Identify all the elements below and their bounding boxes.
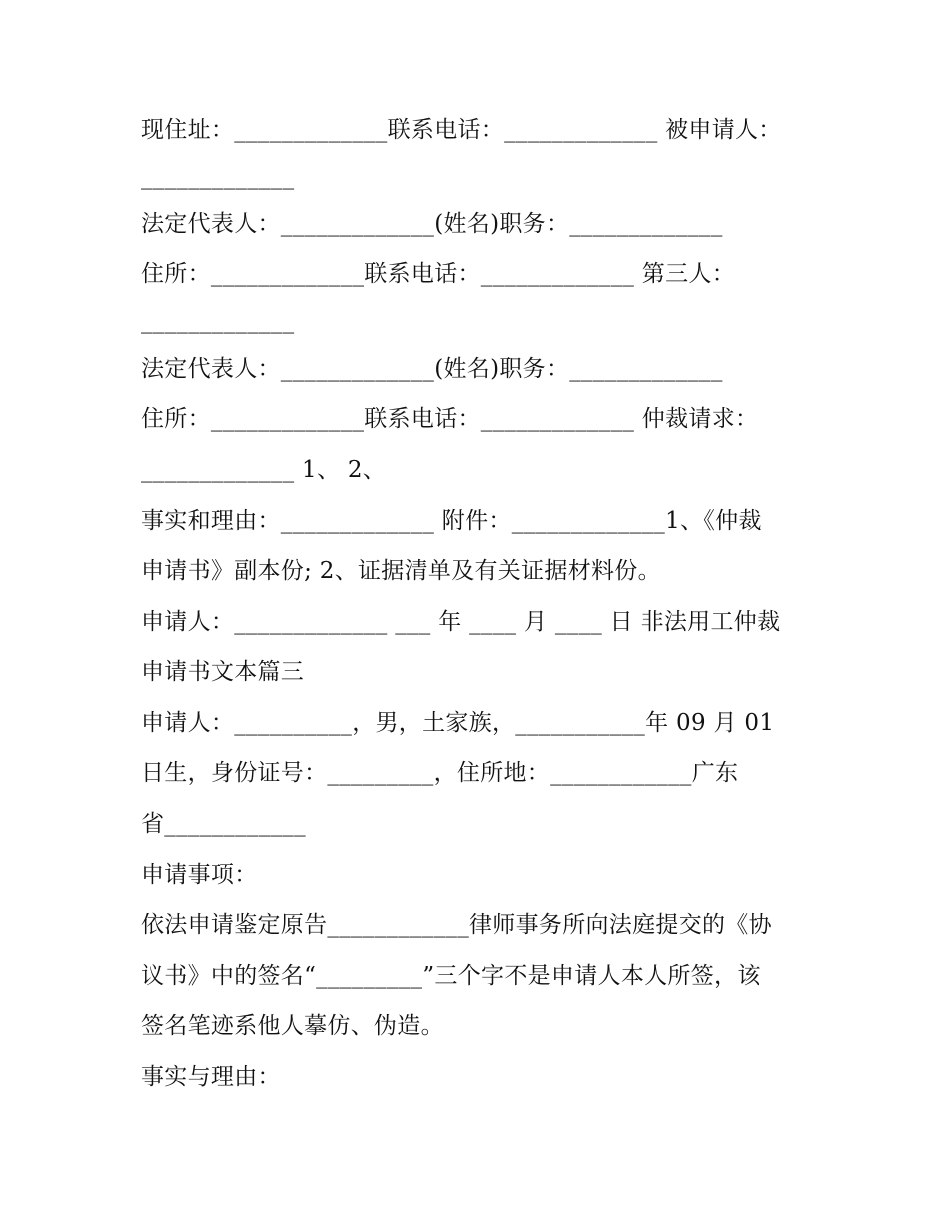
text-line-applicant-info: 申请人：__________，男，土家族，___________年 09 月 01: [141, 710, 775, 736]
text-line-facts-and-attachments: 事实和理由：_____________ 附件：_____________1、《仲裁: [141, 508, 762, 534]
text-line-appraisal-request-1: 依法申请鉴定原告____________律师事务所向法庭提交的《协: [141, 912, 772, 938]
text-line-attachment-list: 申请书》副本份; 2、证据清单及有关证据材料份。: [141, 558, 661, 584]
text-line-application-items-heading: 申请事项：: [141, 862, 258, 888]
text-line-third-party-residence: 住所：_____________联系电话：_____________ 仲裁请求：: [141, 406, 759, 432]
text-line-respondent-blank: _____________: [141, 164, 295, 190]
text-line-third-party-legal-representative: 法定代表人：_____________(姓名)职务：_____________: [141, 356, 723, 382]
text-line-appraisal-request-2: 议书》中的签名“_________”三个字不是申请人本人所签，该: [141, 963, 761, 989]
text-line-section-title: 申请书文本篇三: [141, 659, 305, 685]
text-line-province: 省____________: [141, 811, 306, 837]
text-line-arbitration-requests: _____________ 1、 2、: [141, 457, 387, 483]
text-line-respondent-legal-representative: 法定代表人：_____________(姓名)职务：_____________: [141, 211, 723, 237]
text-line-current-address: 现住址：_____________联系电话：_____________ 被申请人：: [141, 117, 782, 143]
text-line-facts-heading: 事实与理由：: [141, 1064, 281, 1090]
text-line-respondent-residence: 住所：_____________联系电话：_____________ 第三人：: [141, 261, 736, 287]
text-line-id-and-address: 日生，身份证号：_________，住所地：____________广东: [141, 760, 739, 786]
text-line-third-party-blank: _____________: [141, 308, 295, 334]
text-line-appraisal-request-3: 签名笔迹系他人摹仿、伪造。: [141, 1013, 444, 1039]
text-line-applicant-date: 申请人：_____________ ___ 年 ____ 月 ____ 日 非法用工仲裁: [141, 609, 781, 635]
